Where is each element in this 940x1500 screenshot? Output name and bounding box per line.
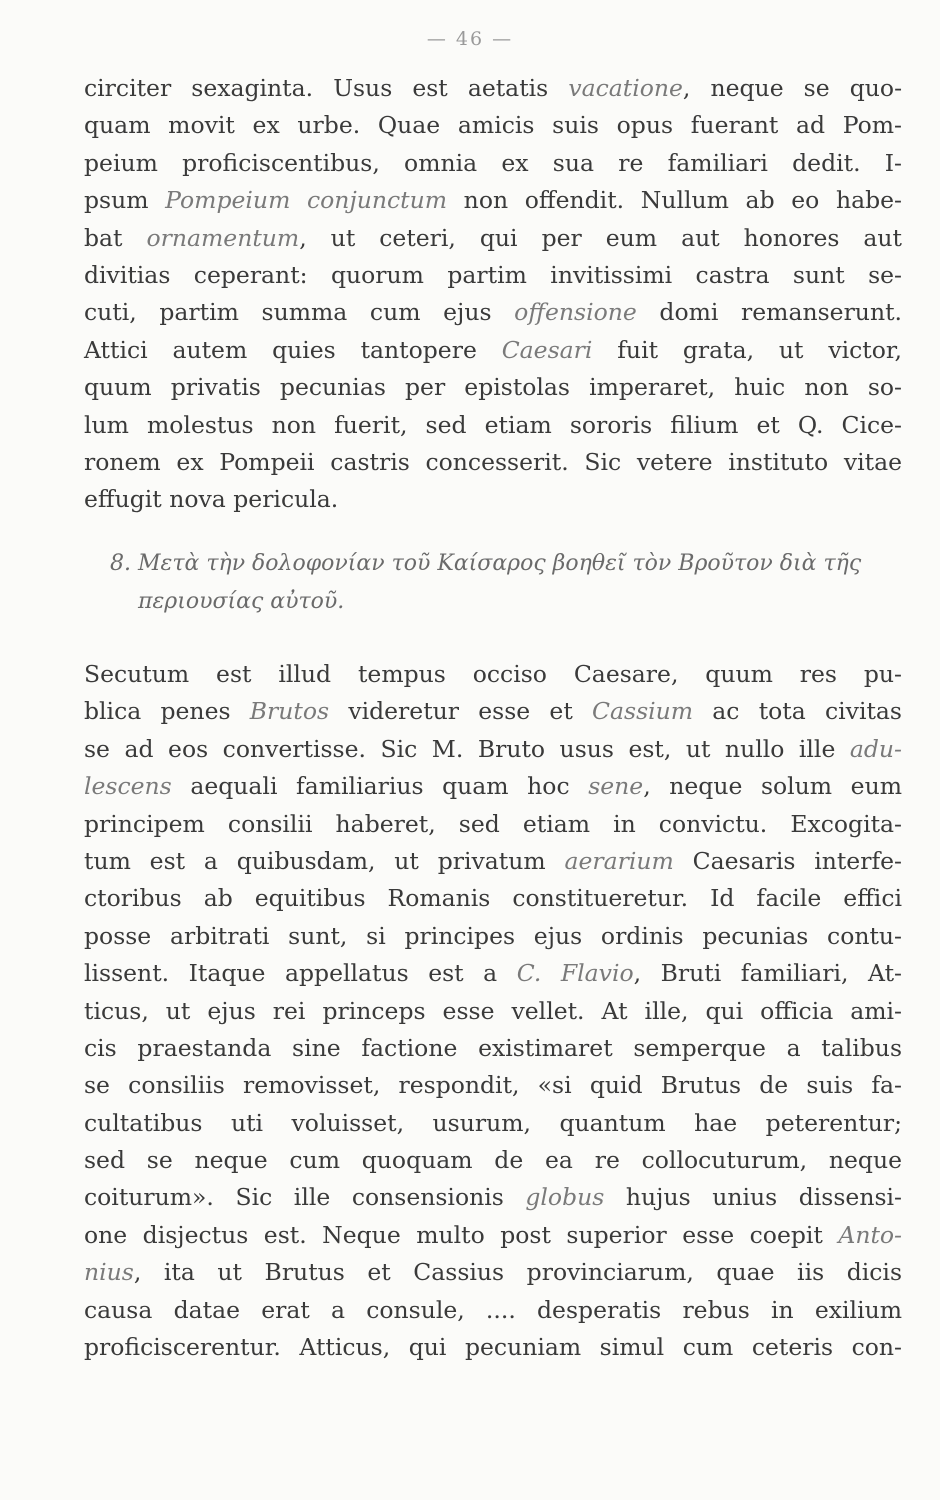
text-segment: , neque se quo- (682, 74, 903, 102)
text-line (84, 806, 902, 843)
text-segment: Secutum est illud tempus occiso Caesare, quum res pu- (84, 660, 902, 688)
text-segment: ticus, ut ejus rei princeps esse vellet. At ille, qui officia ami- (84, 996, 902, 1025)
italic-phrase: C. Flavio (516, 959, 634, 988)
italic-phrase: nius (84, 1258, 134, 1287)
text-line (84, 369, 902, 406)
italic-phrase: globus (525, 1183, 605, 1212)
italic-phrase: Brutos (249, 697, 330, 726)
paragraph-2 (84, 656, 902, 1366)
section-heading-line-2: περιουσίας αὐτοῦ. (138, 589, 345, 614)
text-segment: Caesaris interfe- (673, 846, 902, 875)
text-segment: principem consilii haberet, sed etiam in convictu. Excogita- (84, 809, 902, 838)
text-line (84, 182, 902, 219)
text-segment: circiter sexaginta. Usus est aetatis (84, 74, 569, 102)
italic-phrase: vacatione (568, 74, 683, 102)
text-line (84, 768, 902, 805)
text-segment: ctoribus ab equitibus Romanis constitueretur. Id facile effici (84, 884, 902, 913)
italic-phrase: offensione (514, 298, 637, 327)
italic-phrase: Anto- (838, 1220, 902, 1249)
text-segment: non offendit. Nullum ab eo habe- (447, 186, 902, 215)
text-line (84, 332, 902, 369)
text-segment: causa datae erat a consule, .... desperatis rebus in exilium (84, 1295, 902, 1324)
text-segment: fuit grata, ut victor, (592, 335, 902, 364)
text-line (84, 257, 902, 294)
text-segment: tum est a quibusdam, ut privatum (84, 846, 565, 875)
text-line (84, 220, 902, 257)
text-segment: lissent. Itaque appellatus est a (84, 959, 517, 988)
italic-phrase: adu- (849, 734, 902, 763)
text-segment: Attici autem quies tantopere (84, 335, 502, 364)
text-line (84, 880, 902, 917)
text-segment: one disjectus est. Neque multo post superior esse coepit (84, 1220, 839, 1249)
text-segment: cuti, partim summa cum ejus (84, 298, 515, 327)
italic-phrase: sene (588, 772, 644, 801)
italic-phrase: Cassium (592, 697, 694, 726)
italic-phrase: lescens (84, 772, 172, 801)
italic-phrase: aerarium (564, 846, 674, 875)
text-line (84, 70, 902, 107)
text-segment: videretur esse et (329, 697, 593, 726)
text-line (84, 656, 902, 693)
text-segment: , neque solum eum (643, 772, 902, 801)
text-segment: , Bruti familiari, At- (633, 959, 902, 988)
text-line (84, 1254, 902, 1291)
text-segment: hujus unius dissensi- (604, 1183, 902, 1212)
text-segment: blica penes (84, 697, 250, 726)
text-segment: domi remanserunt. (636, 298, 902, 327)
text-segment: ronem ex Pompeii castris concesserit. Sic vetere instituto vitae (84, 447, 902, 476)
text-line (84, 693, 902, 730)
text-line (84, 444, 902, 481)
text-segment: cultatibus uti voluisset, usurum, quantum hae peterentur; (84, 1108, 902, 1137)
text-segment: , ita ut Brutus et Cassius provinciarum, quae iis dicis (133, 1258, 902, 1287)
text-line (84, 145, 902, 182)
page-number: — 46 — (426, 28, 514, 50)
paragraph-1 (84, 70, 902, 519)
text-line (84, 1329, 902, 1366)
text-segment: se consiliis removisset, respondit, «si quid Brutus de suis fa- (84, 1071, 902, 1100)
text-line (84, 481, 902, 518)
text-line (84, 1067, 902, 1104)
text-line (84, 1030, 902, 1067)
text-segment: psum (84, 186, 166, 215)
text-segment: quum privatis pecunias per epistolas imperaret, huic non so- (84, 373, 902, 402)
text-line (84, 1142, 902, 1179)
italic-phrase: Caesari (501, 335, 593, 364)
text-segment: , ut ceteri, qui per eum aut honores aut (299, 223, 902, 252)
text-segment: cis praestanda sine factione existimaret semperque a talibus (84, 1033, 902, 1062)
text-line (84, 1292, 902, 1329)
text-line (84, 918, 902, 955)
italic-phrase: ornamentum (146, 223, 300, 252)
text-line (84, 731, 902, 768)
text-line (84, 955, 902, 992)
text-segment: ac tota civitas (693, 697, 902, 726)
text-segment: coiturum». Sic ille consensionis (84, 1183, 526, 1212)
text-segment: sed se neque cum quoquam de ea re collocuturum, neque (84, 1146, 902, 1175)
text-line (84, 843, 902, 880)
text-segment: aequali familiarius quam hoc (171, 772, 589, 801)
text-line (84, 1217, 902, 1254)
section-heading-line-1: 8. Μετὰ τὴν δολοφονίαν τοῦ Καίσαρος βοηθεῖ τὸν Βροῦτον διὰ τῆς (110, 551, 862, 576)
italic-phrase: Pompeium conjunctum (165, 186, 448, 215)
text-segment: effugit nova pericula. (84, 485, 339, 514)
text-segment: se ad eos convertisse. Sic M. Bruto usus est, ut nullo ille (84, 734, 850, 763)
text-line (84, 1105, 902, 1142)
text-segment: peium proficiscentibus, omnia ex sua re familiari dedit. I- (84, 148, 902, 177)
text-line (84, 1179, 902, 1216)
text-segment: quam movit ex urbe. Quae amicis suis opus fuerant ad Pom- (84, 111, 902, 140)
text-line (84, 407, 902, 444)
text-segment: bat (84, 223, 147, 252)
text-line (84, 294, 902, 331)
text-segment: proficiscerentur. Atticus, qui pecuniam simul cum ceteris con- (84, 1333, 902, 1362)
text-segment: divitias ceperant: quorum partim invitissimi castra sunt se- (84, 260, 902, 289)
text-line (84, 993, 902, 1030)
text-segment: lum molestus non fuerit, sed etiam sororis filium et Q. Cice- (84, 410, 902, 439)
section-heading (110, 545, 900, 621)
text-line (84, 107, 902, 144)
text-segment: posse arbitrati sunt, si principes ejus ordinis pecunias contu- (84, 921, 902, 950)
